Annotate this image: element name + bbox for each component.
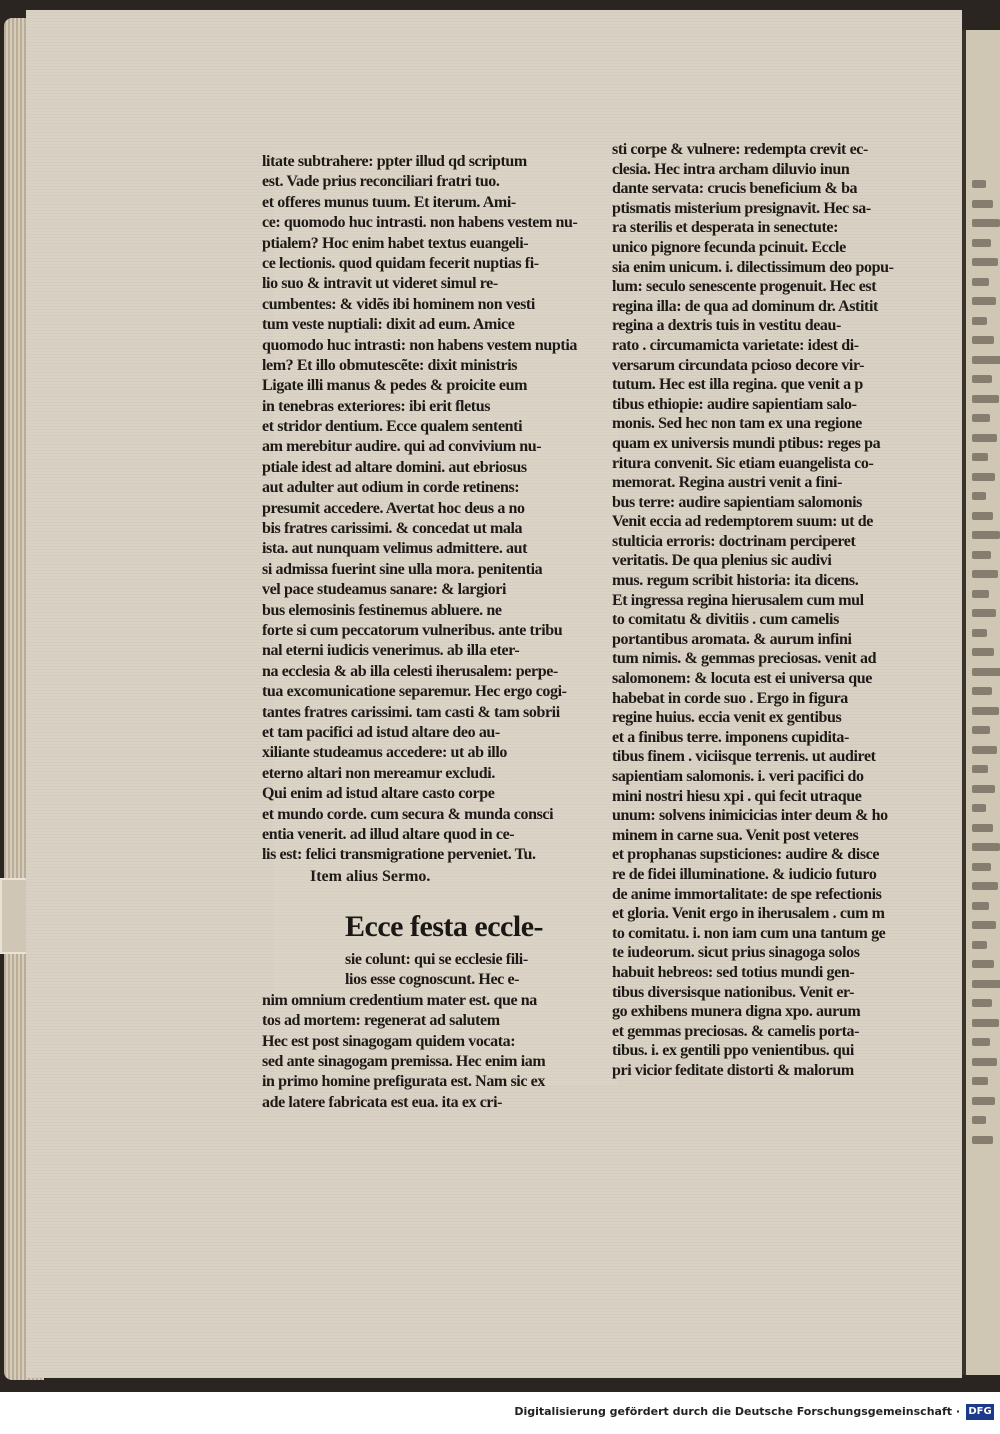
facing-page-text-fragment: [972, 629, 987, 637]
text-line: Qui enim ad istud altare casto corpe: [262, 785, 495, 803]
text-line: mini nostri hiesu xpi . qui fecit utraque: [612, 787, 862, 805]
facing-page-text-fragment: [972, 960, 994, 968]
left-text-column-continued: [262, 950, 545, 1113]
text-line: sia enim unicum. i. dilectissimum deo popu-: [612, 258, 894, 276]
facing-page-text-fragment: [972, 395, 999, 403]
text-line: regina a dextris tuis in vestitu deau-: [612, 317, 841, 335]
facing-page-text-fragment: [972, 317, 987, 325]
text-line: pri vicior feditate distorti & malorum: [612, 1061, 854, 1079]
text-line: clesia. Hec intra archam diluvio inun: [612, 160, 850, 178]
facing-page-text-fragment: [972, 492, 986, 500]
text-line: nal eterni iudicis venerimus. ab illa eter-: [262, 642, 520, 660]
sermon-incipit: Ecce festa eccle-: [345, 910, 544, 943]
text-line: salomonem: & locuta est ei universa que: [612, 670, 872, 688]
facing-page-text-fragment: [972, 375, 992, 383]
facing-page-text-fragment: [972, 239, 991, 247]
text-line: tos ad mortem: regenerat ad salutem: [262, 1012, 500, 1030]
text-line: sed ante sinagogam premissa. Hec enim iam: [262, 1052, 546, 1070]
text-line: ade latere fabricata est eua. ita ex cri-: [262, 1093, 503, 1111]
facing-page-text-fragment: [972, 1097, 995, 1105]
facing-page-text-fragment: [972, 726, 990, 734]
facing-page-text-fragment: [972, 668, 1000, 676]
text-line: et offeres munus tuum. Et iterum. Ami-: [262, 193, 516, 211]
text-line: Hec est post sinagogam quidem vocata:: [262, 1032, 516, 1050]
text-line: litate subtrahere: ppter illud qd scriptum: [262, 153, 527, 170]
text-line: est. Vade prius reconciliari fratri tuo.: [262, 173, 500, 191]
text-line: mus. regum scribit historia: ita dicens.: [612, 572, 859, 590]
footer-bar: [0, 1392, 1000, 1434]
text-line: et gemmas preciosas. & camelis porta-: [612, 1022, 860, 1040]
facing-page-text-fragment: [972, 512, 993, 520]
facing-page-text-fragment: [972, 1058, 997, 1066]
text-line: na ecclesia & ab illa celesti iherusalem: perpe-: [262, 662, 558, 680]
facing-page-text-fragment: [972, 336, 994, 344]
text-line: in tenebras exteriores: ibi erit fletus: [262, 397, 491, 415]
facing-page-text-fragment: [972, 278, 989, 286]
facing-page-text-fragment: [972, 921, 996, 929]
text-line: tum nimis. & gemmas preciosas. venit ad: [612, 650, 877, 668]
facing-page-text-fragment: [972, 1038, 990, 1046]
facing-page-text-fragment: [972, 1077, 988, 1085]
text-line: ra sterilis et desperata in senectute:: [612, 219, 839, 237]
facing-page-text-fragment: [972, 297, 996, 305]
text-line: ptiale idest ad altare domini. aut ebriosus: [262, 458, 527, 476]
text-line: ce: quomodo huc intrasti. non habens vestem nu-: [262, 214, 578, 232]
text-line: lio suo & intravit ut videret simul re-: [262, 275, 498, 293]
facing-page-text-fragment: [972, 258, 998, 266]
facing-page-text-fragment: [972, 746, 997, 754]
text-line: unum: solvens inimicicias inter deum & ho: [612, 807, 888, 825]
facing-page-text-fragment: [972, 785, 995, 793]
text-line: Ligate illi manus & pedes & proicite eum: [262, 377, 528, 395]
text-line: Venit eccia ad redemptorem suum: ut de: [612, 513, 873, 531]
text-line: si admissa fuerint sine ulla mora. penitentia: [262, 560, 543, 578]
text-line: entia venerit. ad illud altare quod in ce-: [262, 825, 515, 843]
facing-page-text-fragment: [972, 941, 987, 949]
facing-page-text-fragment: [972, 200, 993, 208]
facing-page-text-fragment: [972, 863, 991, 871]
text-line: tua excomunicatione separemur. Hec ergo cogi-: [262, 683, 567, 701]
text-line: regine huius. eccia venit ex gentibus: [612, 709, 842, 727]
facing-page-text-fragment: [972, 414, 990, 422]
text-line: veritatis. De qua plenius sic audivi: [612, 552, 832, 570]
facing-page-text-fragment: [972, 180, 986, 188]
facing-page-text-fragment: [972, 590, 989, 598]
text-line: habuit hebreos: sed totius mundi gen-: [612, 963, 855, 981]
text-line: to comitatu & divitiis . cum camelis: [612, 611, 839, 629]
text-line: rato . circumamicta varietate: idest di-: [612, 336, 859, 354]
facing-page-text-fragment: [972, 453, 988, 461]
text-line: re de fidei illuminatione. & iudicio futuro: [612, 865, 877, 883]
text-line: ista. aut nunquam velimus admittere. aut: [262, 540, 528, 558]
text-line: nim omnium credentium mater est. que na: [262, 991, 537, 1009]
text-line: bus terre: audire sapientiam salomonis: [612, 493, 862, 511]
facing-page-edge: [962, 30, 1000, 1375]
text-line: eterno altari non mereamur excludi.: [262, 764, 495, 782]
text-line: tantes fratres carissimi. tam casti & tam sobrii: [262, 703, 560, 721]
dfg-logo: DFG: [966, 1404, 994, 1420]
facing-page-text-fragment: [972, 999, 992, 1007]
facing-page-text-fragment: [972, 824, 993, 832]
text-line: ce lectionis. quod quidam fecerit nuptias fi-: [262, 254, 539, 272]
text-line: presumit accedere. Avertat hoc deus a no: [262, 499, 525, 517]
text-line: bus elemosinis festinemus abluere. ne: [262, 601, 502, 619]
text-line: sapientiam salomonis. i. veri pacifici do: [612, 768, 864, 785]
text-line: monis. Sed hec non tam ex una regione: [612, 415, 862, 433]
sermon-heading: Item alius Sermo.: [310, 868, 431, 885]
text-line: unico pignore fecunda pcinuit. Eccle: [612, 238, 846, 256]
funding-credit: Digitalisierung gefördert durch die Deutsche Forschungsgemeinschaft ·: [514, 1405, 960, 1418]
text-line: sie colunt: qui se ecclesie fili-: [345, 951, 528, 968]
facing-page-text-fragment: [972, 648, 994, 656]
facing-page-text-fragment: [972, 707, 999, 715]
text-line: quomodo huc intrasti: non habens vestem nuptia: [262, 336, 577, 354]
text-line: tibus finem . viciisque terrenis. ut audiret: [612, 748, 876, 766]
text-line: vel pace studeamus sanare: & largiori: [262, 581, 506, 599]
text-line: go exhibens munera digna xpo. aurum: [612, 1003, 861, 1021]
text-line: regina illa: de qua ad dominum dr. Astitit: [612, 297, 878, 315]
text-line: xiliante studeamus accedere: ut ab illo: [262, 744, 507, 762]
text-line: tibus. i. ex gentili ppo venientibus. qui: [612, 1042, 854, 1060]
text-line: memorat. Regina austri venit a fini-: [612, 474, 843, 492]
text-line: lum: seculo senescente progenuit. Hec est: [612, 278, 877, 296]
text-line: et gloria. Venit ergo in iherusalem . cum m: [612, 905, 885, 923]
text-line: quam ex universis mundi ptibus: reges pa: [612, 434, 881, 452]
text-line: forte si cum peccatorum vulneribus. ante tribu: [262, 621, 563, 639]
facing-page-text-fragment: [972, 843, 1000, 851]
facing-page-text-fragment: [972, 1019, 999, 1027]
facing-page-text-fragment: [972, 219, 1000, 227]
facing-page-text-fragment: [972, 687, 992, 695]
text-line: minem in carne sua. Venit post veteres: [612, 826, 859, 844]
text-line: cumbentes: & vidẽs ibi hominem non vesti: [262, 295, 535, 313]
facing-page-text-fragment: [972, 570, 998, 578]
text-line: Et ingressa regina hierusalem cum mul: [612, 591, 864, 609]
facing-page-text-fragment: [972, 473, 995, 481]
facing-page-text-fragment: [972, 1136, 993, 1144]
text-line: tibus ethiopie: audire sapientiam salo-: [612, 395, 857, 413]
facing-page-text-fragment: [972, 531, 1000, 539]
text-line: sti corpe & vulnere: redempta crevit ec-: [612, 141, 868, 158]
left-text-column: [262, 152, 577, 866]
text-line: habebat in corde suo . Ergo in figura: [612, 689, 848, 707]
text-line: te iudeorum. sicut prius sinagoga solos: [612, 944, 860, 962]
text-line: et stridor dentium. Ecce qualem sententi: [262, 418, 523, 436]
text-line: et tam pacifici ad istud altare deo au-: [262, 723, 500, 741]
facing-page-text-fragment: [972, 551, 991, 559]
facing-page-text-fragment: [972, 980, 1000, 988]
text-line: versarum circundata pcioso decore vir-: [612, 356, 865, 374]
facing-page-text-fragment: [972, 765, 988, 773]
text-line: tum veste nuptiali: dixit ad eum. Amice: [262, 316, 515, 334]
text-line: to comitatu. i. non iam cum una tantum ge: [612, 924, 886, 942]
facing-page-text-fragment: [972, 882, 998, 890]
text-line: ritura convenit. Sic etiam euangelista co-: [612, 454, 874, 472]
facing-page-text-fragment: [972, 1116, 986, 1124]
facing-page-text-fragment: [972, 356, 1000, 364]
text-line: lios esse cognoscunt. Hec e-: [345, 971, 520, 989]
text-line: bis fratres carissimi. & concedat ut mala: [262, 520, 523, 538]
right-text-column: [612, 140, 894, 1081]
text-line: lem? Et illo obmutescẽte: dixit ministris: [262, 356, 518, 374]
text-line: et prophanas supsticiones: audire & disce: [612, 846, 880, 864]
text-line: tutum. Hec est illa regina. que venit a p: [612, 376, 863, 394]
facing-page-text-fragment: [972, 804, 986, 812]
facing-page-text-fragment: [972, 609, 996, 617]
text-line: tibus diversisque nationibus. Venit er-: [612, 983, 855, 1001]
text-line: am merebitur audire. qui ad convivium nu-: [262, 438, 542, 456]
facing-page-text-fragment: [972, 434, 997, 442]
text-line: lis est: felici transmigratione perveniet. Tu.: [262, 846, 536, 864]
text-line: de anime immortalitate: de spe refectionis: [612, 885, 882, 903]
text-line: ptismatis misterium presignavit. Hec sa-: [612, 199, 871, 217]
facing-page-text-fragment: [972, 902, 989, 910]
text-line: et a finibus terre. imponens cupidita-: [612, 728, 849, 746]
text-line: stulticia erroris: doctrinam perciperet: [612, 532, 856, 550]
text-line: aut adulter aut odium in corde retinens:: [262, 479, 520, 497]
text-line: portantibus aromata. & aurum infini: [612, 630, 852, 648]
text-line: et mundo corde. cum secura & munda consci: [262, 805, 554, 823]
text-line: ptialem? Hoc enim habet textus euangeli-: [262, 234, 529, 252]
text-line: in primo homine prefigurata est. Nam sic ex: [262, 1073, 545, 1091]
text-line: dante servata: crucis beneficium & ba: [612, 180, 858, 198]
